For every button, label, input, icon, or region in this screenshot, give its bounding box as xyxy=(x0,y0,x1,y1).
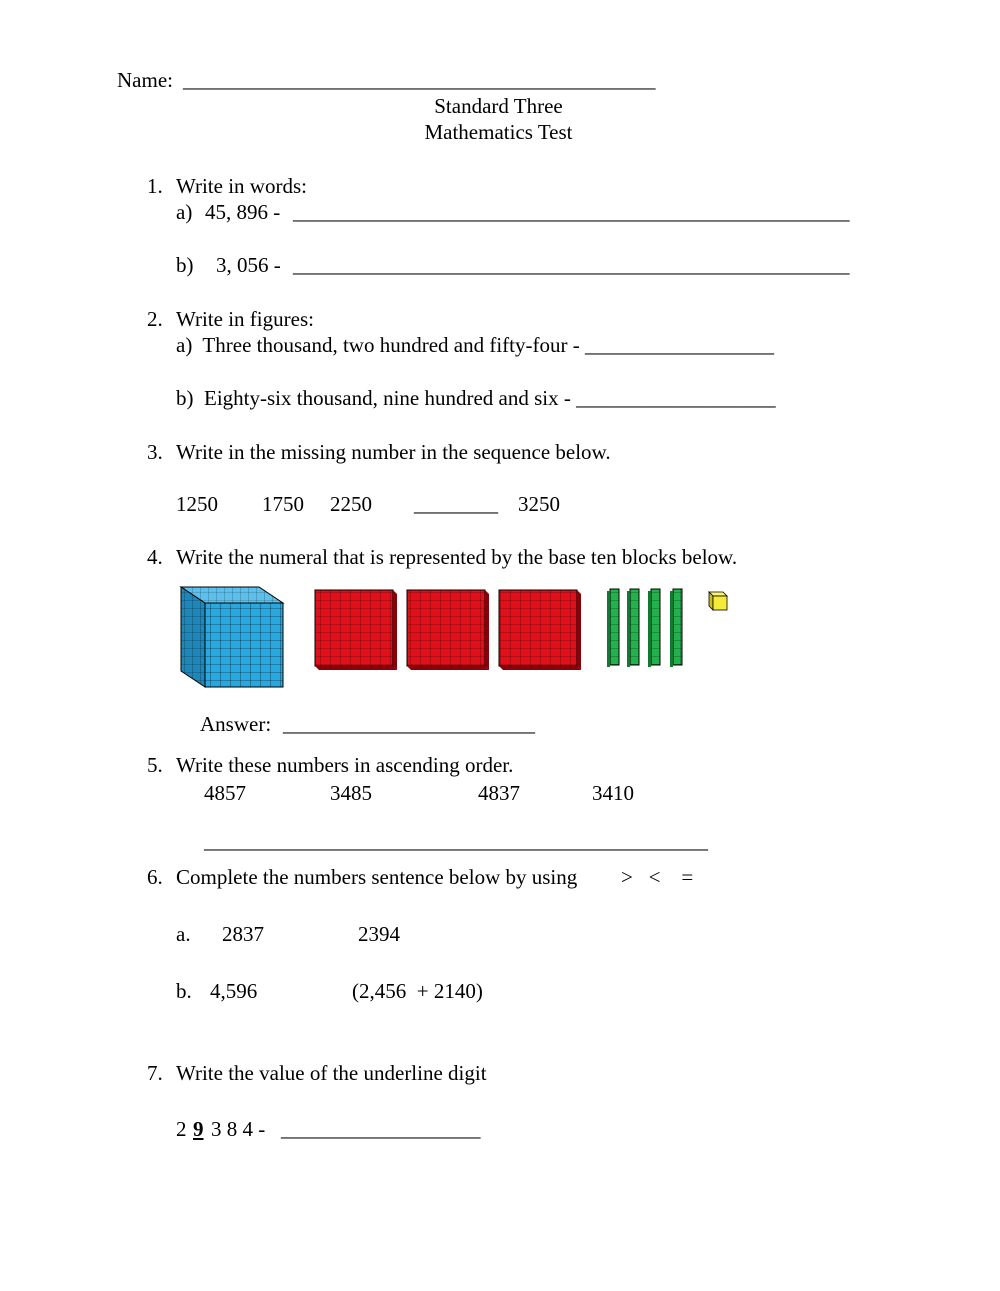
q1-prompt: Write in words: xyxy=(176,174,307,198)
q2-prompt: Write in figures: xyxy=(176,307,314,331)
q6b-left: 4,596 xyxy=(210,979,258,1003)
q3-seq-blank[interactable]: ________ xyxy=(414,492,498,516)
q4-answer-blank[interactable]: ________________________ xyxy=(283,712,535,736)
q6-symbols: > < = xyxy=(621,865,694,889)
q6-number: 6. xyxy=(147,865,163,889)
q1a-blank[interactable]: _____________________________________________________ xyxy=(293,200,850,224)
q3-seq-item: 2250 xyxy=(330,492,372,516)
q3-seq-item: 1250 xyxy=(176,492,218,516)
hundred-block xyxy=(499,590,581,670)
ten-block xyxy=(648,589,660,667)
q3-seq-item: 3250 xyxy=(518,492,560,516)
q6b-label: b. xyxy=(176,979,192,1003)
q6a-left: 2837 xyxy=(222,922,264,946)
q7-underlined-digit: 9 xyxy=(193,1117,204,1141)
q7-prompt: Write the value of the underline digit xyxy=(176,1061,487,1085)
q5-number: 5. xyxy=(147,753,163,777)
q2-number: 2. xyxy=(147,307,163,331)
q1b-value: 3, 056 - xyxy=(216,253,281,277)
q5-number-item: 4857 xyxy=(204,781,246,805)
one-block xyxy=(709,592,727,610)
q4-number: 4. xyxy=(147,545,163,569)
q1a-label: a) xyxy=(176,200,193,224)
q4-prompt: Write the numeral that is represented by the base ten blocks below. xyxy=(176,545,738,569)
q2a-line[interactable]: a) Three thousand, two hundred and fifty-four - __________________ xyxy=(176,333,774,357)
q5-prompt: Write these numbers in ascending order. xyxy=(176,753,514,777)
q3-seq-item: 1750 xyxy=(262,492,304,516)
thousand-block xyxy=(181,587,283,687)
q4-answer-label: Answer: xyxy=(200,712,272,736)
name-label: Name: xyxy=(117,68,173,92)
q7-rest-digits: 3 8 4 - xyxy=(211,1117,266,1141)
q1b-blank[interactable]: _____________________________________________________ xyxy=(293,253,850,277)
q3-number: 3. xyxy=(147,440,163,464)
ten-block xyxy=(670,589,682,667)
q6a-right: 2394 xyxy=(358,922,400,946)
q3-prompt: Write in the missing number in the sequence below. xyxy=(176,440,611,464)
q6-prompt: Complete the numbers sentence below by using xyxy=(176,865,578,889)
q5-number-item: 3485 xyxy=(330,781,372,805)
q6a-label: a. xyxy=(176,922,191,946)
ten-block xyxy=(627,589,639,667)
q5-number-item: 3410 xyxy=(592,781,634,805)
q1a-value: 45, 896 - xyxy=(205,200,281,224)
q7-digit: 2 xyxy=(176,1117,187,1141)
q6b-right: (2,456 + 2140) xyxy=(352,979,483,1003)
title-line-1: Standard Three xyxy=(434,94,563,118)
title-line-2: Mathematics Test xyxy=(424,120,573,144)
hundred-block xyxy=(407,590,489,670)
hundred-block xyxy=(315,590,397,670)
q5-answer-blank[interactable]: ________________________________________________ xyxy=(204,829,708,853)
q5-number-item: 4837 xyxy=(478,781,520,805)
q1b-label: b) xyxy=(176,253,194,277)
q7-answer-blank[interactable]: ___________________ xyxy=(281,1117,481,1141)
q2b-line[interactable]: b) Eighty-six thousand, nine hundred and six - ___________________ xyxy=(176,386,776,410)
q7-number: 7. xyxy=(147,1061,163,1085)
ten-block xyxy=(607,589,619,667)
name-blank[interactable]: _____________________________________________ xyxy=(183,68,656,92)
q1-number: 1. xyxy=(147,174,163,198)
